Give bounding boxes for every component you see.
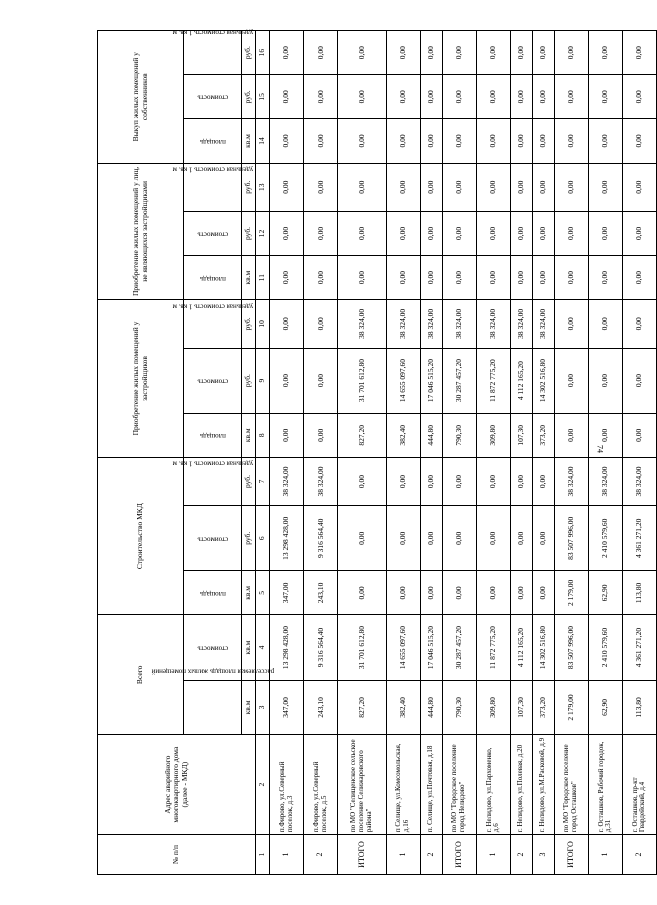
row-number: 2 [622, 835, 656, 875]
row-value: 38 324,00 [588, 457, 622, 505]
table-row [588, 31, 622, 875]
row-number: ИТОГО [554, 835, 588, 875]
row-value: 38 324,00 [304, 457, 338, 505]
row-value: 0,00 [386, 75, 420, 119]
row-value: 0,00 [588, 413, 622, 457]
table-row [442, 31, 476, 875]
unit-cell: кв.м [242, 571, 256, 615]
row-value: 2 179,00 [554, 571, 588, 615]
row-value: 31 701 612,80 [338, 615, 386, 680]
subheader-label: удельная стоимость 1 кв. м [172, 165, 254, 174]
row-value: 0,00 [304, 119, 338, 163]
row-value: 0,00 [304, 300, 338, 348]
row-value: 62,90 [588, 680, 622, 735]
row-address: п.Фирово, ул.Северный поселок, д.3 [270, 735, 304, 835]
row-value: 444,80 [420, 680, 442, 735]
row-value: 0,00 [588, 75, 622, 119]
header-num: № п/п [98, 835, 256, 875]
row-value: 0,00 [420, 571, 442, 615]
row-address: п Селище, ул.Комсомольская, д.16 [386, 735, 420, 835]
subheader-label: расселяемая площадь жилых помещений [151, 667, 275, 676]
row-value: 0,00 [420, 506, 442, 571]
column-number: 5 [256, 571, 270, 615]
unit-cell: руб. [242, 31, 256, 75]
row-value: 0,00 [554, 75, 588, 119]
row-value: 17 046 515,20 [420, 615, 442, 680]
rotated-table-wrapper [97, 30, 657, 875]
row-value: 0,00 [338, 506, 386, 571]
row-value: 4 112 165,20 [510, 348, 532, 413]
row-value: 0,00 [510, 31, 532, 75]
row-value: 0,00 [270, 31, 304, 75]
table-row [622, 31, 656, 875]
table-row [532, 31, 554, 875]
row-value: 309,80 [476, 680, 510, 735]
row-value: 38 324,00 [554, 457, 588, 505]
row-number: 1 [588, 835, 622, 875]
row-address: по МО "Селищенское сельское поселение Селижаровского района" [338, 735, 386, 835]
subheader-label: стоимость [197, 535, 229, 544]
unit-cell: кв.м [242, 680, 256, 735]
row-value: 0,00 [510, 119, 532, 163]
unit-cell: кв.м [242, 413, 256, 457]
subheader-area [184, 256, 242, 300]
row-value: 243,10 [304, 571, 338, 615]
row-value: 38 324,00 [270, 457, 304, 505]
row-value: 107,30 [510, 680, 532, 735]
row-value: 0,00 [386, 506, 420, 571]
row-value: 347,00 [270, 680, 304, 735]
subheader-cost [184, 211, 242, 255]
row-value: 2 179,00 [554, 680, 588, 735]
row-number: ИТОГО [338, 835, 386, 875]
row-value: 0,00 [386, 571, 420, 615]
row-value: 0,00 [622, 75, 656, 119]
unit-cell: кв.м [242, 119, 256, 163]
subheader-area [184, 413, 242, 457]
subheader-cost [184, 506, 242, 571]
row-value: 30 287 457,20 [442, 615, 476, 680]
subheader-label: площадь [200, 432, 226, 441]
column-number: 2 [256, 735, 270, 835]
subheader-label: площадь [200, 274, 226, 283]
row-value: 0,00 [386, 457, 420, 505]
subheader-label: стоимость [197, 93, 229, 102]
row-value: 0,00 [304, 211, 338, 255]
row-value: 0,00 [554, 348, 588, 413]
subheader-label: стоимость [197, 377, 229, 386]
row-value: 31 701 612,80 [338, 348, 386, 413]
column-number: 4 [256, 615, 270, 680]
row-value: 0,00 [476, 31, 510, 75]
column-number-row [256, 31, 270, 875]
unit-cell: руб. [242, 75, 256, 119]
row-value: 444,80 [420, 413, 442, 457]
subheader-area [184, 119, 242, 163]
row-value: 0,00 [554, 211, 588, 255]
row-address: г. Нелидово, ул.Пархоменко, д.6 [476, 735, 510, 835]
row-value: 0,00 [386, 119, 420, 163]
row-value: 0,00 [622, 163, 656, 211]
row-value: 0,00 [510, 75, 532, 119]
row-value: 0,00 [420, 256, 442, 300]
row-value: 0,00 [442, 211, 476, 255]
row-value: 0,00 [270, 163, 304, 211]
row-value: 0,00 [386, 211, 420, 255]
row-value: 0,00 [554, 300, 588, 348]
row-value: 0,00 [554, 256, 588, 300]
column-number: 12 [256, 211, 270, 255]
row-value: 0,00 [270, 413, 304, 457]
row-value: 0,00 [270, 348, 304, 413]
row-value: 0,00 [532, 119, 554, 163]
header-group-nondevelopers: Приобретение жилых помещений у лиц, не являющихся застройщиками [98, 163, 184, 300]
row-value: 0,00 [622, 256, 656, 300]
table-row [304, 31, 338, 875]
row-value: 0,00 [270, 300, 304, 348]
table-row [386, 31, 420, 875]
row-value: 0,00 [588, 256, 622, 300]
row-value: 0,00 [532, 211, 554, 255]
row-number: 2 [510, 835, 532, 875]
row-value: 14 655 097,60 [386, 615, 420, 680]
unit-cell: руб. [242, 300, 256, 348]
row-value: 243,10 [304, 680, 338, 735]
row-value: 0,00 [442, 75, 476, 119]
unit-cell: руб. [242, 163, 256, 211]
row-value: 0,00 [476, 571, 510, 615]
row-value: 0,00 [622, 211, 656, 255]
row-value: 4 112 165,20 [510, 615, 532, 680]
row-value: 0,00 [476, 506, 510, 571]
row-value: 0,00 [338, 119, 386, 163]
row-address: по МО "Городское поселение город Нелидово" [442, 735, 476, 835]
row-value: 9 316 564,40 [304, 506, 338, 571]
header-group-buyout: Выкуп жилых помещений у собственников [98, 31, 184, 164]
row-value: 309,80 [476, 413, 510, 457]
row-value: 38 324,00 [532, 300, 554, 348]
row-number: 1 [476, 835, 510, 875]
row-value: 0,00 [622, 413, 656, 457]
row-value: 0,00 [420, 163, 442, 211]
row-number: 3 [532, 835, 554, 875]
resettlement-table [97, 30, 657, 875]
row-value: 0,00 [338, 163, 386, 211]
row-value: 0,00 [510, 163, 532, 211]
subheader-label: стоимость [197, 644, 229, 653]
row-value: 0,00 [442, 31, 476, 75]
row-value: 113,80 [622, 571, 656, 615]
row-value: 14 302 516,80 [532, 615, 554, 680]
column-number: 7 [256, 457, 270, 505]
table-row [554, 31, 588, 875]
row-value: 113,80 [622, 680, 656, 735]
row-value: 0,00 [270, 75, 304, 119]
row-number: 2 [420, 835, 442, 875]
row-value: 827,20 [338, 413, 386, 457]
row-value: 0,00 [532, 163, 554, 211]
row-value: 38 324,00 [338, 300, 386, 348]
subheader-cost [184, 348, 242, 413]
row-value: 83 507 996,00 [554, 506, 588, 571]
row-value: 0,00 [420, 457, 442, 505]
subheader-label: площадь [200, 137, 226, 146]
row-value: 38 324,00 [510, 300, 532, 348]
row-value: 13 298 428,00 [270, 615, 304, 680]
row-value: 0,00 [476, 119, 510, 163]
table-body [270, 31, 657, 875]
row-value: 4 361 271,20 [622, 506, 656, 571]
subheader-label: стоимость [197, 230, 229, 239]
row-value: 0,00 [442, 506, 476, 571]
table-row [270, 31, 304, 875]
row-value: 0,00 [420, 211, 442, 255]
row-value: 0,00 [442, 119, 476, 163]
row-value: 0,00 [510, 571, 532, 615]
row-value: 382,40 [386, 680, 420, 735]
row-value: 0,00 [420, 119, 442, 163]
row-value: 0,00 [554, 413, 588, 457]
row-address: г. Нелидово, ул.М.Расковой, д.9 [532, 735, 554, 835]
column-number: 1 [256, 835, 270, 875]
row-value: 0,00 [338, 31, 386, 75]
column-number: 6 [256, 506, 270, 571]
unit-cell: кв.м [242, 615, 256, 680]
row-address: г. Осташков, пр-кт Гвардейский, д.4 [622, 735, 656, 835]
row-value: 4 361 271,20 [622, 615, 656, 680]
row-value: 0,00 [338, 256, 386, 300]
row-value: 0,00 [588, 211, 622, 255]
row-value: 11 872 775,20 [476, 348, 510, 413]
column-number: 16 [256, 31, 270, 75]
row-value: 0,00 [476, 457, 510, 505]
row-value: 0,00 [442, 571, 476, 615]
row-value: 62,90 [588, 571, 622, 615]
row-address: п. Селище, ул.Почтовая, д.18 [420, 735, 442, 835]
row-value: 0,00 [476, 163, 510, 211]
column-number: 11 [256, 256, 270, 300]
unit-cell: руб. [242, 348, 256, 413]
row-value: 0,00 [442, 256, 476, 300]
row-value: 382,40 [386, 413, 420, 457]
row-value: 0,00 [338, 571, 386, 615]
subheader-area [184, 571, 242, 615]
row-value: 0,00 [510, 506, 532, 571]
row-value: 373,20 [532, 413, 554, 457]
header-group-developers: Приобретение жилых помещений у застройщиков [98, 300, 184, 458]
row-value: 0,00 [420, 75, 442, 119]
unit-cell: кв.м [242, 256, 256, 300]
row-value: 373,20 [532, 680, 554, 735]
row-value: 0,00 [304, 348, 338, 413]
row-value: 0,00 [588, 300, 622, 348]
row-value: 0,00 [622, 348, 656, 413]
row-value: 30 287 457,20 [442, 348, 476, 413]
subheader-label: удельная стоимость 1 кв. м [172, 28, 254, 37]
row-value: 0,00 [532, 457, 554, 505]
row-number: 1 [386, 835, 420, 875]
column-number: 13 [256, 163, 270, 211]
row-value: 0,00 [588, 31, 622, 75]
row-value: 0,00 [588, 348, 622, 413]
row-value: 0,00 [476, 256, 510, 300]
row-value: 0,00 [304, 163, 338, 211]
row-value: 9 316 564,40 [304, 615, 338, 680]
table-row [338, 31, 386, 875]
row-value: 790,30 [442, 680, 476, 735]
table-row [476, 31, 510, 875]
row-value: 0,00 [338, 75, 386, 119]
column-number: 15 [256, 75, 270, 119]
row-address: г. Осташков, Рабочий городок, д.31 [588, 735, 622, 835]
row-value: 2 410 579,60 [588, 615, 622, 680]
column-number: 10 [256, 300, 270, 348]
unit-cell: руб. [242, 506, 256, 571]
row-value: 0,00 [304, 75, 338, 119]
unit-cell: руб. [242, 211, 256, 255]
row-value: 0,00 [554, 31, 588, 75]
table-row [420, 31, 442, 875]
row-value: 827,20 [338, 680, 386, 735]
row-value: 2 410 579,60 [588, 506, 622, 571]
row-value: 347,00 [270, 571, 304, 615]
row-value: 0,00 [622, 31, 656, 75]
row-address: г. Нелидово, ул.Полевая, д.20 [510, 735, 532, 835]
row-number: 1 [270, 835, 304, 875]
header-address: Адрес аварийного многоквартирного дома (далее - МКД) [98, 735, 256, 835]
row-value: 0,00 [386, 256, 420, 300]
row-value: 0,00 [622, 119, 656, 163]
subheader-label: площадь [200, 589, 226, 598]
column-number: 9 [256, 348, 270, 413]
row-value: 0,00 [532, 256, 554, 300]
row-value: 0,00 [304, 256, 338, 300]
row-value: 0,00 [338, 457, 386, 505]
row-value: 0,00 [510, 457, 532, 505]
row-value: 107,30 [510, 413, 532, 457]
table-row [510, 31, 532, 875]
subheader-label: удельная стоимость 1 кв. м [172, 302, 254, 311]
row-value: 0,00 [442, 457, 476, 505]
subheader-cost [184, 75, 242, 119]
row-value: 17 046 515,20 [420, 348, 442, 413]
row-value: 0,00 [588, 163, 622, 211]
column-number: 3 [256, 680, 270, 735]
row-value: 0,00 [420, 31, 442, 75]
row-address: п.Фирово, ул.Северный поселок, д.5 [304, 735, 338, 835]
row-value: 38 324,00 [386, 300, 420, 348]
row-number: ИТОГО [442, 835, 476, 875]
row-value: 13 298 428,00 [270, 506, 304, 571]
row-address: по МО "Городское поселение город Осташков" [554, 735, 588, 835]
row-value: 38 324,00 [476, 300, 510, 348]
row-value: 0,00 [304, 413, 338, 457]
row-value: 0,00 [270, 211, 304, 255]
row-value: 0,00 [386, 31, 420, 75]
row-value: 0,00 [510, 256, 532, 300]
row-value: 0,00 [554, 119, 588, 163]
row-value: 0,00 [532, 75, 554, 119]
row-value: 11 872 775,20 [476, 615, 510, 680]
row-value: 0,00 [476, 75, 510, 119]
row-value: 0,00 [270, 256, 304, 300]
unit-cell: руб. [242, 457, 256, 505]
row-value: 38 324,00 [622, 457, 656, 505]
column-number: 14 [256, 119, 270, 163]
row-value: 14 655 097,60 [386, 348, 420, 413]
row-value: 0,00 [338, 211, 386, 255]
row-value: 0,00 [622, 300, 656, 348]
row-value: 0,00 [304, 31, 338, 75]
column-number: 8 [256, 413, 270, 457]
row-value: 14 302 516,80 [532, 348, 554, 413]
row-value: 0,00 [532, 506, 554, 571]
row-value: 0,00 [510, 211, 532, 255]
row-value: 38 324,00 [442, 300, 476, 348]
row-value: 0,00 [386, 163, 420, 211]
row-value: 0,00 [442, 163, 476, 211]
subheader-label: удельная стоимость 1 кв. м [172, 459, 254, 468]
row-value: 0,00 [270, 119, 304, 163]
header-group-construction: Строительство МКД [98, 457, 184, 615]
header-group-total: Всего [98, 615, 184, 735]
row-value: 790,30 [442, 413, 476, 457]
page-number: 74 [595, 445, 605, 453]
row-value: 0,00 [532, 571, 554, 615]
row-value: 0,00 [532, 31, 554, 75]
row-value: 38 324,00 [420, 300, 442, 348]
row-value: 83 507 996,00 [554, 615, 588, 680]
row-value: 0,00 [476, 211, 510, 255]
row-number: 2 [304, 835, 338, 875]
row-value: 0,00 [554, 163, 588, 211]
row-value: 0,00 [588, 119, 622, 163]
